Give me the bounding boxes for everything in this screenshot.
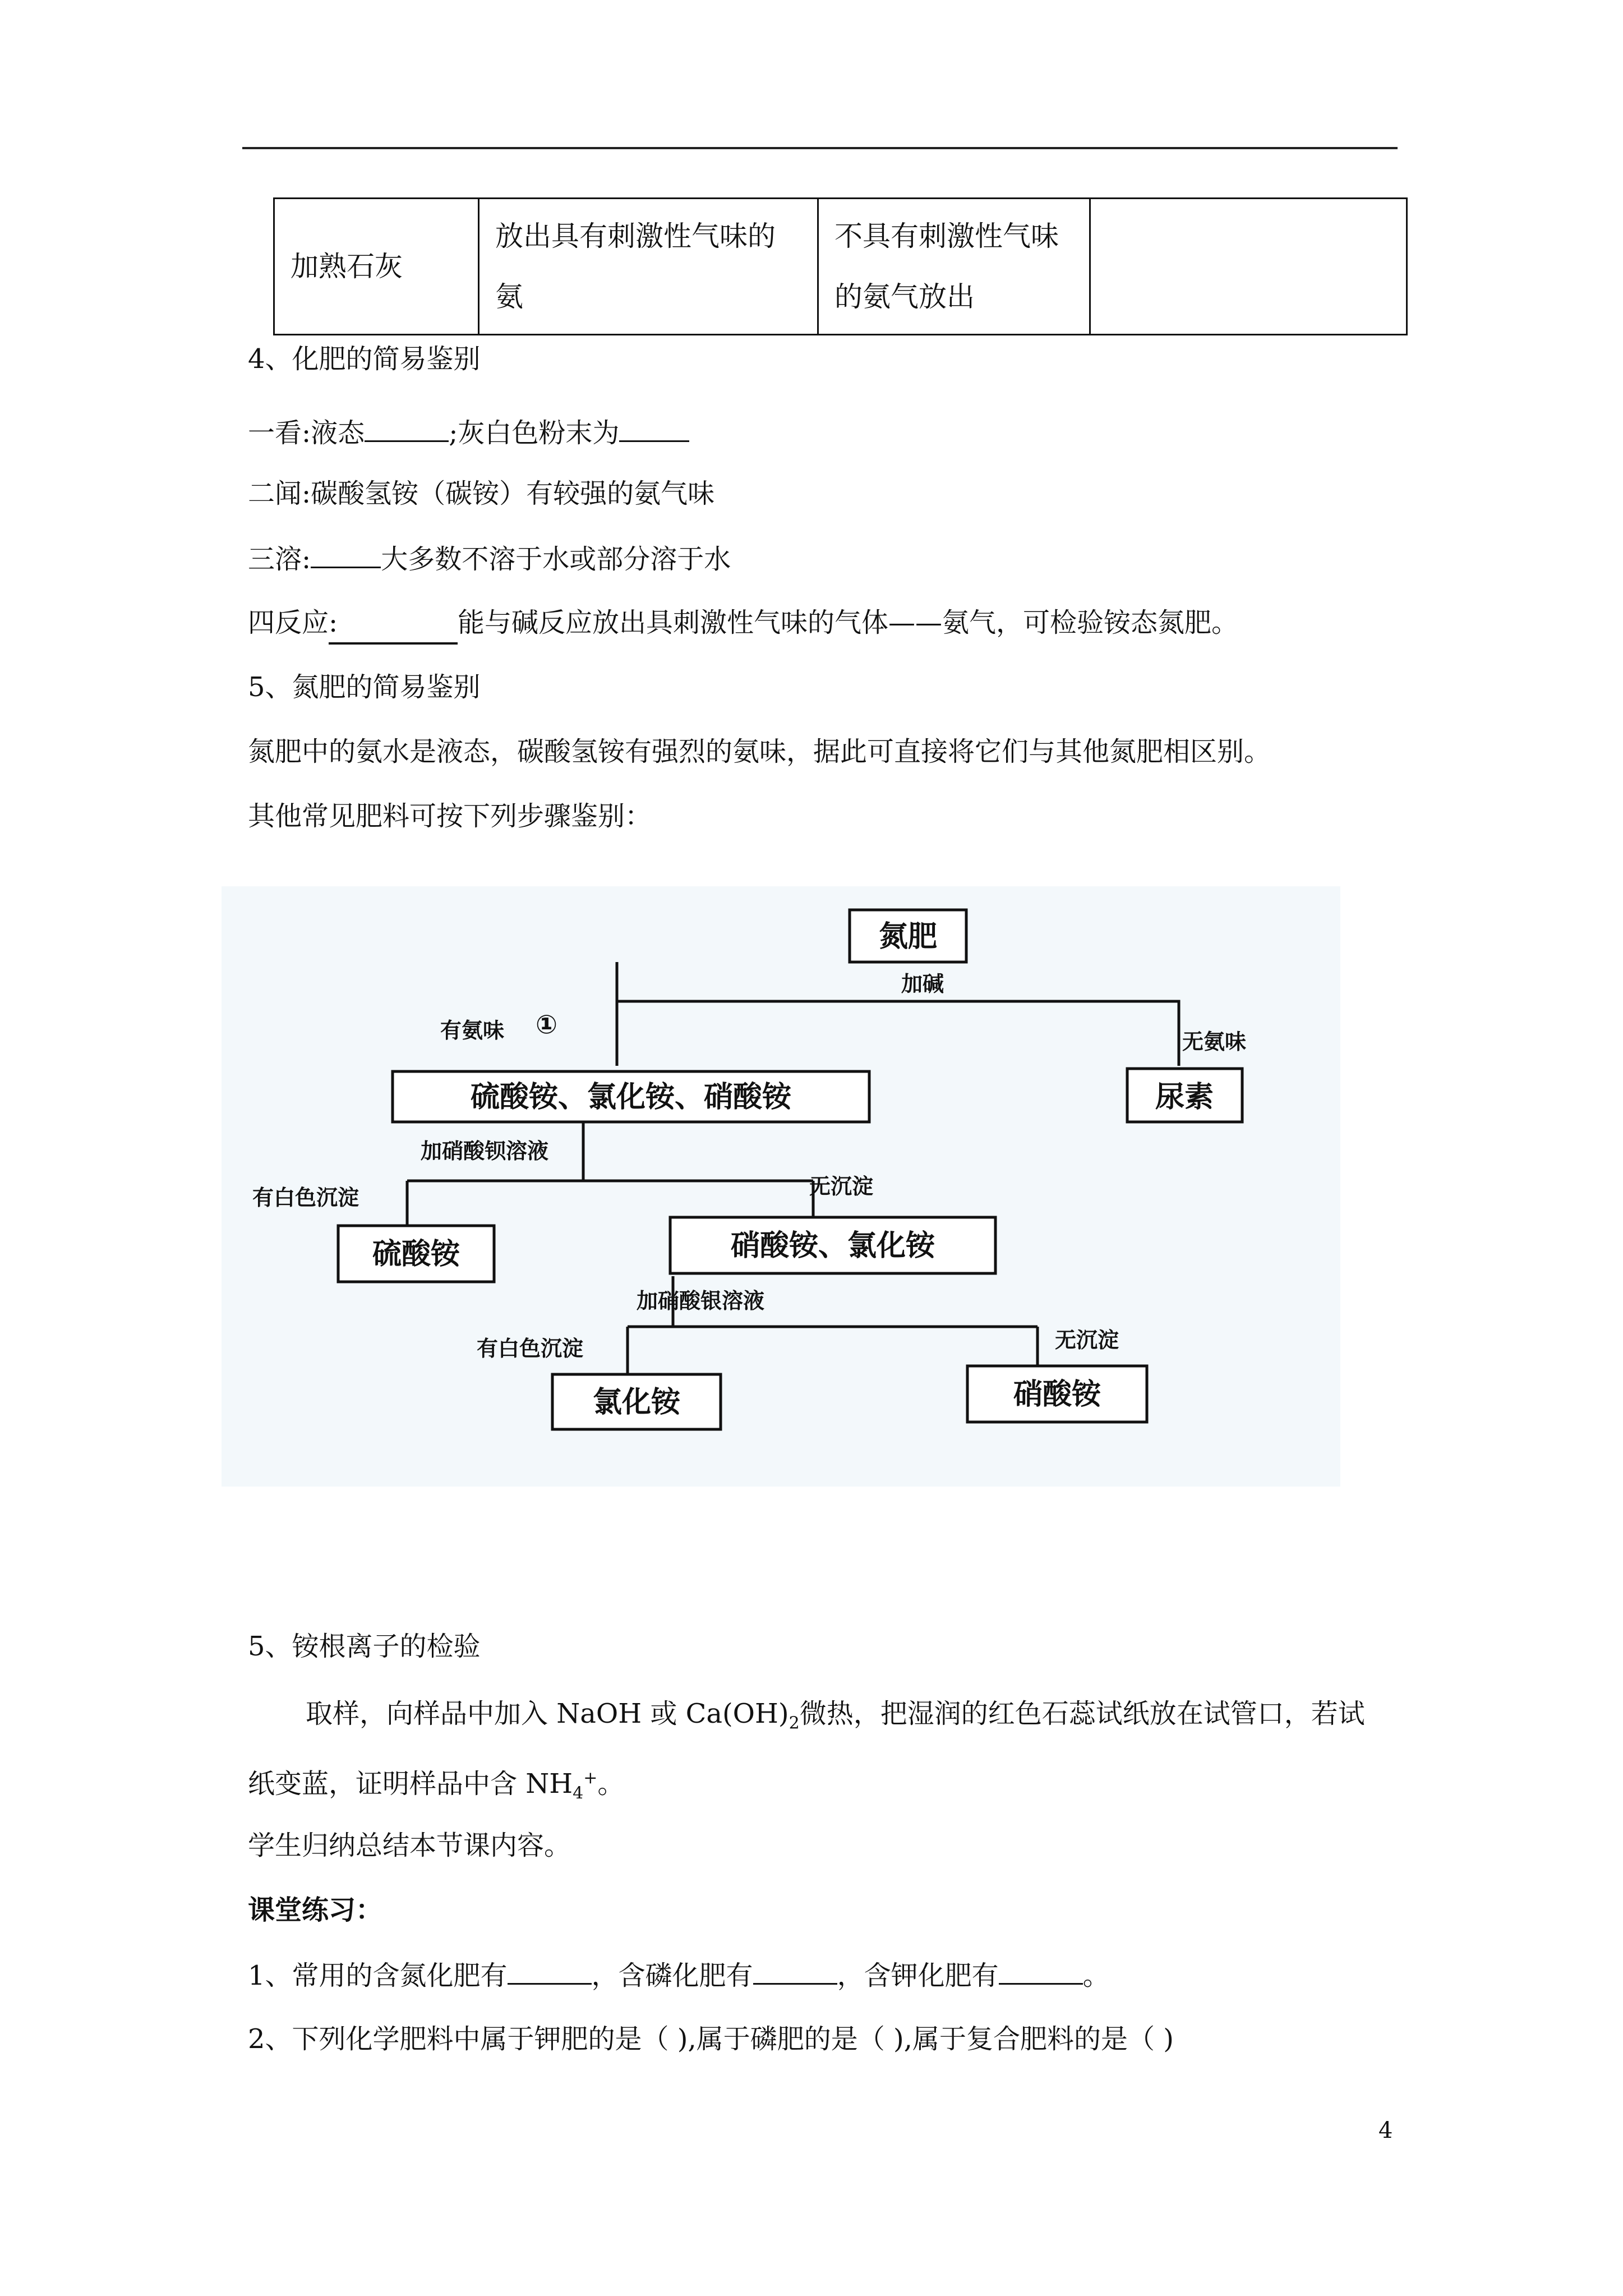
- node-urea: 尿素: [1155, 1080, 1214, 1114]
- connector-root-split: [617, 962, 1179, 1066]
- label-no-ammonia: 无氨味: [1182, 1029, 1247, 1054]
- label-has-ammonia: 有氨味: [440, 1018, 505, 1043]
- table-row: [274, 199, 1407, 335]
- node-ammonium-nitrate: 硝酸铵: [1013, 1378, 1101, 1411]
- node-ammonium-sulfate: 硫酸铵: [372, 1237, 460, 1271]
- subscript-2: 2: [789, 1713, 800, 1733]
- blank: [508, 1955, 592, 1985]
- node-ammonium-chloride: 氯化铵: [592, 1386, 681, 1419]
- label-no-precipitate-2: 无沉淀: [1054, 1328, 1119, 1352]
- practice-question-2: 2、下列化学肥料中属于钾肥的是（ ),属于磷肥的是（ ),属于复合肥料的是（ ): [248, 2023, 1174, 2055]
- comparison-table: [273, 197, 1408, 335]
- nitrogen-fertilizer-flowchart: [222, 886, 1340, 1487]
- react-underline: :: [329, 603, 458, 645]
- blank: [753, 1955, 837, 1985]
- node-root: 氮肥: [878, 920, 938, 954]
- blank: [619, 412, 689, 442]
- q1-text-d: 。: [1082, 1960, 1110, 1991]
- superscript-plus: +: [583, 1768, 598, 1788]
- section5-title: 5、氮肥的简易鉴别: [248, 671, 481, 703]
- table-cell-result-a: 放出具有刺激性气味的氨: [479, 199, 818, 335]
- practice-title: 课堂练习：: [248, 1894, 383, 1926]
- identify-dissolve: [248, 539, 731, 579]
- node-group2: 硝酸铵、氯化铵: [730, 1229, 935, 1263]
- node-group1: 硫酸铵、氯化铵、硝酸铵: [470, 1080, 792, 1114]
- label-add-silver-nitrate: 加硝酸银溶液: [637, 1289, 765, 1313]
- look-text-a: 一看:液态: [248, 417, 365, 449]
- test-text-b: 微热，把湿润的红色石蕊试纸放在试管口，若试: [799, 1698, 1365, 1729]
- practice-question-1: [248, 1955, 1110, 1995]
- test-text-c: 纸变蓝，证明样品中含 NH: [248, 1768, 573, 1800]
- label-no-precipitate-1: 无沉淀: [809, 1174, 874, 1199]
- section4-title: 4、化肥的简易鉴别: [248, 343, 481, 375]
- subscript-4: 4: [573, 1783, 584, 1803]
- react-text-a: 四反应: [248, 607, 329, 638]
- test-text-a: 取样，向样品中加入 NaOH 或 Ca(OH): [306, 1698, 789, 1729]
- dissolve-text-a: 三溶:: [248, 544, 311, 575]
- q1-text-b: ，含磷化肥有: [591, 1960, 753, 1991]
- identify-smell: 二闻:碳酸氢铵（碳铵）有较强的氨气味: [248, 478, 715, 509]
- react-text-b: 能与碱反应放出具刺激性气味的气体——氨气，可检验铵态氮肥。: [458, 607, 1239, 638]
- q1-text-a: 1、常用的含氮化肥有: [248, 1960, 508, 1991]
- look-text-b: ;灰白色粉末为: [449, 417, 620, 449]
- dissolve-text-b: 大多数不溶于水或部分溶于水: [381, 544, 731, 575]
- table-cell-method: 加熟石灰: [274, 199, 479, 335]
- table-cell-result-b: 不具有刺激性气味的氨气放出: [818, 199, 1090, 335]
- test-text-d: 。: [597, 1768, 625, 1800]
- table-cell-empty: [1090, 199, 1407, 335]
- header-rule: [242, 147, 1398, 149]
- label-add-base: 加碱: [901, 972, 944, 996]
- label-white-precipitate-1: 有白色沉淀: [252, 1185, 359, 1210]
- label-circled-one: ①: [536, 1009, 557, 1039]
- identify-react: [248, 603, 1238, 645]
- identify-look: [248, 412, 689, 453]
- summary-line: 学生归纳总结本节课内容。: [248, 1830, 571, 1861]
- blank: [365, 412, 449, 442]
- page-number: 4: [1378, 2118, 1393, 2143]
- q1-text-c: ，含钾化肥有: [837, 1960, 999, 1991]
- label-add-barium-nitrate: 加硝酸钡溶液: [421, 1139, 549, 1163]
- ammonium-test-line-1: [306, 1694, 1365, 1743]
- label-white-precipitate-2: 有白色沉淀: [476, 1336, 584, 1361]
- section5-paragraph-2: 其他常见肥料可按下列步骤鉴别：: [248, 800, 652, 832]
- blank: [999, 1955, 1083, 1985]
- section5-paragraph-1: 氮肥中的氨水是液态，碳酸氢铵有强烈的氨味，据此可直接将它们与其他氮肥相区别。: [248, 736, 1271, 767]
- ammonium-test-line-2: [248, 1759, 624, 1814]
- blank: [311, 539, 381, 568]
- section5b-title: 5、铵根离子的检验: [248, 1631, 481, 1662]
